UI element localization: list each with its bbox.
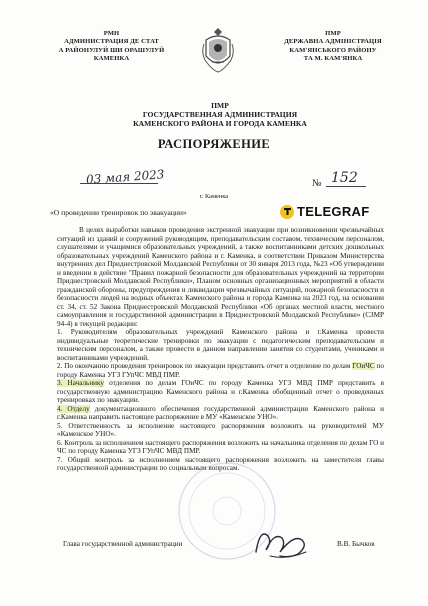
preamble-paragraph: В целях выработки навыков проведения экстренной эвакуации при возникновении чрезвычайных ситуаций из зданий и сооружений руководящим, преподавательским составом, техническим персоналом, слушателями и учащимися образовательных учреждений, а также воспитанниками детских дошкольных образовательных учреждений Каменского района и г. Каменка, в соответствии Приказом Министерства внутренних дел Приднестровской Молдавской Республики от 30 января 2013 года, №23 «Об утверждении и введении в действие "Правил пожарной безопасности для образовательных учреждений на территории Приднестровской Молдавской Республики», Планом основных организационных мероприятий в области гражданской обороны, предупреждения и ликвидации чрезвычайных ситуаций, пожарной безопасности и безопасности людей на водных объектах Каменского района и города Каменка на 2023 год, на основании ст. 34, ст. 52 Закона Приднестровской Молдавской Республики «Об органах местной власти, местного самоуправления и государственной администрации в Приднестровской Молдавской Республике» (СЗМР 94-4) в текущей редакции:: [57, 226, 384, 328]
header-left: [44, 30, 179, 64]
item-4: [57, 405, 384, 422]
city-label: г. Каменка: [199, 193, 229, 200]
title-line: КАМЕНСКОГО РАЙОНА И ГОРОДА КАМЕНКА: [133, 119, 307, 129]
number-sign: №: [312, 178, 322, 189]
document-body: [57, 226, 384, 473]
item-5: 5. Ответственность за исполнение настоящего распоряжения возложить на руководителей МУ «Каменское УНО».: [57, 421, 384, 438]
header-right-line: ПМР: [325, 30, 341, 37]
header-left-line: РМН: [103, 30, 120, 37]
coat-of-arms-emblem: [200, 26, 236, 74]
document-title: [100, 101, 340, 129]
header-right-line: КАМ'ЯНСЬКОГО РАЙОНУ: [289, 46, 377, 54]
signatory-position: Глава государственной администрации: [63, 540, 183, 548]
telegraf-logo-icon: [280, 205, 294, 219]
item-3: [57, 379, 384, 405]
item-4-text: документационного обеспечения государственной администрации Каменского района и г.Каменка направить настоящее распоряжение в МУ «Каменское УНО».: [57, 404, 384, 421]
highlighted-text: 4. Отделу: [57, 404, 90, 413]
header-right-line: ДЕРЖАВНА АДМІНІСТРАЦІЯ: [284, 38, 382, 46]
handwritten-date: 03 мая 2023: [85, 167, 165, 187]
telegraf-text: TELEGRAF: [297, 204, 370, 219]
item-7: 7. Общий контроль за исполнением настоящего распоряжения возложить на заместителя главы государственной администрации по социальным вопросам.: [57, 455, 384, 472]
item-3-text: отделения по делам ГОиЧС по городу Каменка УГЗ МВД ПМР представить в государственную администрацию Каменского района и г.Каменка обобщенный отчет о проведенных тренировках по эвакуации.: [57, 379, 384, 404]
item-6: 6. Контроль за исполнением настоящего распоряжения возложить на начальника отделения по делам ГО и ЧС по городу Каменка УГЗ ГУпЧС МВД ПМР.: [57, 438, 384, 455]
header-left-line: АДМИНИСТРАЦИЯ ДЕ СТАТ: [64, 38, 159, 46]
header-left-line: КАМЕНКА: [93, 55, 130, 63]
header-left-line: А РАЙОНУЛУЙ ШИ ОРАШУЛУЙ: [58, 46, 165, 54]
item-1: 1. Руководителям образовательных учреждений Каменского района и г.Каменка провести индивидуальные теоретические тренировки по эвакуации с педагогическим преподавательским и техническим персоналом, а также провести в данном направлении занятия со студентами, учениками и воспитанниками учреждений.: [57, 328, 384, 362]
signatory-name: В.В. Бычков: [337, 540, 375, 548]
subject-line: «О проведении тренировок по эвакуации»: [50, 208, 187, 217]
header-right-line: ТА М. КАМ'ЯНКА: [303, 55, 363, 63]
date-underline: [80, 183, 158, 184]
handwritten-signature: [250, 522, 312, 562]
item-2: [57, 362, 384, 379]
highlighted-text: 3. Начальнику: [57, 379, 105, 387]
title-line: ПМР: [211, 101, 229, 110]
title-line: ГОСУДАРСТВЕННАЯ АДМИНИСТРАЦИЯ: [142, 110, 298, 120]
telegraf-watermark: [280, 204, 369, 219]
item-2-text: по городу Каменка УГЗ ГУпЧС МВД ПМР.: [57, 362, 384, 379]
handwritten-number: 152: [331, 170, 358, 186]
header-right: [268, 30, 398, 64]
number-underline: [326, 186, 366, 187]
item-2-text: 2. По окончанию проведения тренировок по эвакуации представить отчет в отделение по делам: [57, 362, 353, 370]
order-heading: РАСПОРЯЖЕНИЕ: [157, 137, 271, 151]
highlighted-text: ГОиЧС: [352, 362, 375, 370]
